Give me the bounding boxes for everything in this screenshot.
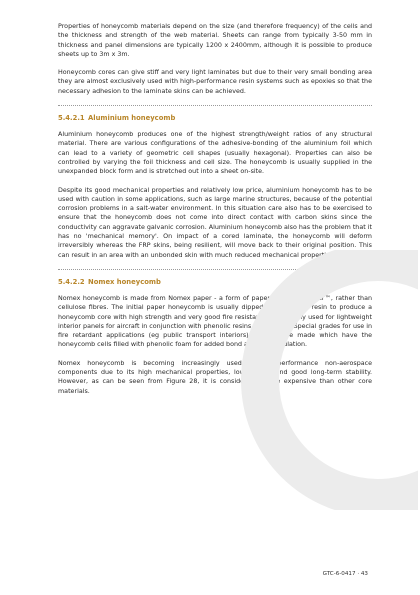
section-title: Nomex honeycomb [88, 277, 161, 286]
nomex-paragraph-1: Nomex honeycomb is made from Nomex paper - a form of paper based on Kevlar™, rather than cellulose fibres. The initial paper honeycomb is usually dipped in a phenolic resin to produce a honeycomb core with high strength and very good fire resistance. It is widely used for lightweight interior panels for aircraft in conjunction with phenolic resins in the skins. Special grades for use in fire retardant applications (eg public transport interiors) can also be made which have the honeycomb cells filled with phenolic foam for added bond area and insulation. [58, 294, 372, 349]
section-divider [58, 105, 372, 106]
aluminium-paragraph-1: Aluminium honeycomb produces one of the highest strength/weight ratios of any structural material. There are various configurations of the adhesive-bonding of the aluminium foil which can lead to a variety of geometric cell shapes (usually hexagonal). Properties can also be controlled by varying the foil thickness and cell size. The honeycomb is usually supplied in the unexpanded block form and is stretched out into a sheet on-site. [58, 131, 372, 176]
nomex-paragraph-2: Nomex honeycomb is becoming increasingly used in high-performance non-aerospace components due to its high mechanical properties, low density and good long-term stability. However, as can be seen from Figure 28, it is considerably more expensive than other core materials. [58, 359, 372, 395]
section-number: 5.4.2.1 [58, 114, 85, 123]
intro-paragraph-2: Honeycomb cores can give stiff and very light laminates but due to their very small bonding area they are almost exclusively used with high-performance resin systems such as epoxies so that the necessary adhesion to the laminate skins can be achieved. [58, 69, 372, 95]
intro-paragraph-1: Properties of honeycomb materials depend on the size (and therefore frequency) of the cells and the thickness and strength of the web material. Sheets can range from typically 3-50 mm in thickness and panel dimensions are typically 1200 x 2400mm, although it is possible to produce sheets up to 3m x 3m. [58, 23, 372, 58]
page-footer: GTC-6-0417 · 43 [322, 571, 368, 577]
section-heading-aluminium [58, 114, 372, 123]
draft-watermark [228, 250, 418, 510]
section-number: 5.4.2.2 [58, 277, 85, 286]
section-title: Aluminium honeycomb [88, 114, 176, 123]
aluminium-paragraph-2: Despite its good mechanical properties and relatively low price, aluminium honeycomb has to be used with caution in some applications, such as large marine structures, because of the potential corrosion problems in a salt-water environment. In this situation care also has to be exercised to ensure that the honeycomb does not come into direct contact with carbon skins since the conductivity can aggravate galvanic corrosion. Aluminium honeycomb also has the problem that it has no 'mechanical memory'. On impact of a cored laminate, the honeycomb will deform irreversibly whereas the FRP skins, being resilient, will move back to their original position. This can result in an area with an unbonded skin with much reduced mechanical properties. [58, 186, 372, 259]
